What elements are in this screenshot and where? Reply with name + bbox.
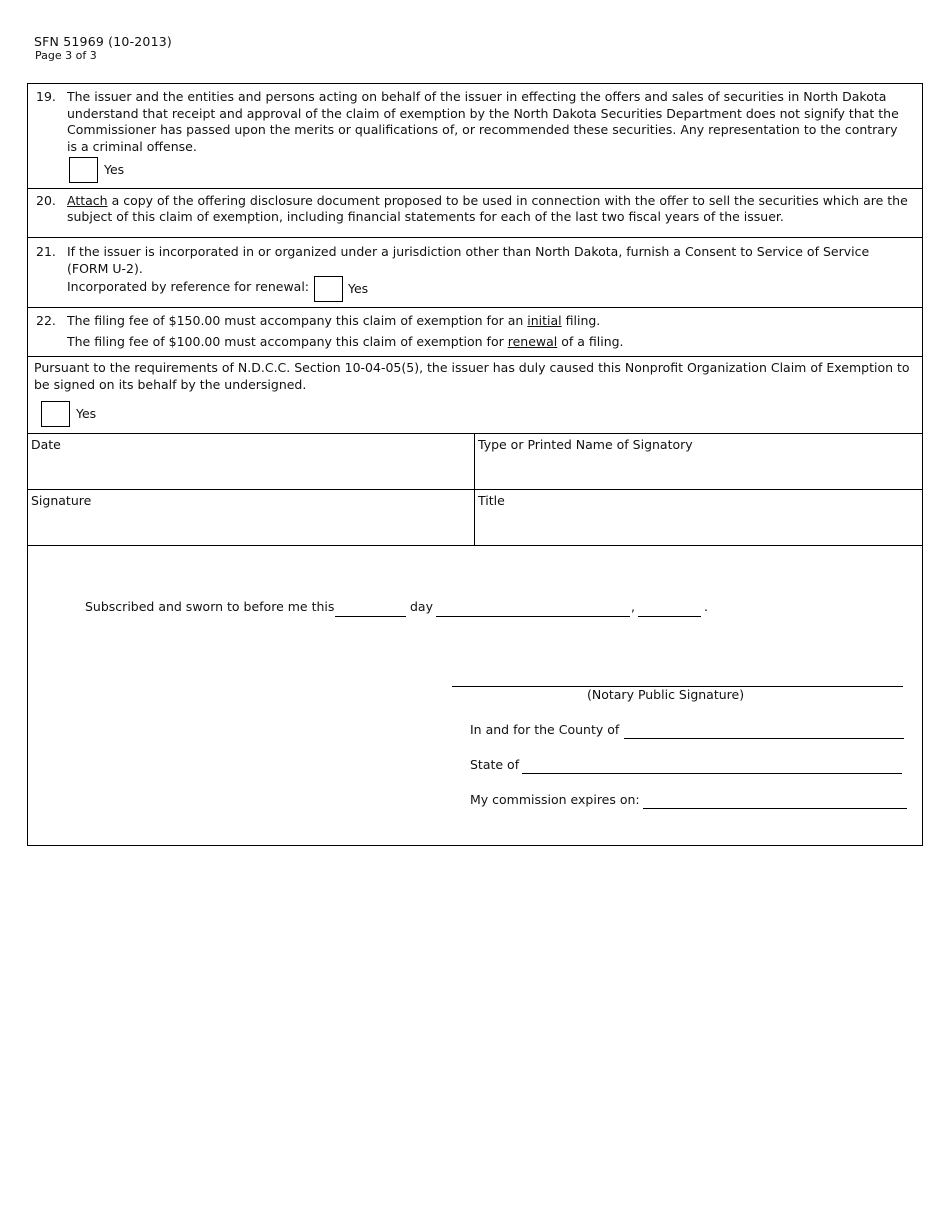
item-number: 21. — [36, 244, 56, 259]
date-input[interactable] — [28, 450, 474, 488]
form-frame — [27, 83, 923, 846]
item-20-line-1-rest: a copy of the offering disclosure document proposed to be used in connection with the offer to sell the securities which are the — [107, 193, 908, 208]
page-number: Page 3 of 3 — [35, 49, 97, 62]
initial-word: initial — [527, 313, 562, 328]
state-label: State of — [470, 757, 520, 772]
pursuant-line-2: be signed on its behalf by the undersigned. — [34, 377, 307, 392]
divider — [28, 545, 922, 546]
divider — [28, 433, 922, 434]
signatory-name-field-label: Type or Printed Name of Signatory — [478, 437, 693, 452]
item-19-line-3: Commissioner has passed upon the merits or qualifications of, or recommended these securities. Any representation to the contrary — [67, 122, 898, 137]
renewal-label: Incorporated by reference for renewal: — [67, 279, 310, 294]
item-19-line-4: is a criminal offense. — [67, 139, 197, 154]
pursuant-yes-checkbox[interactable] — [41, 401, 70, 427]
attach-word: Attach — [67, 193, 108, 208]
title-input[interactable] — [475, 506, 922, 544]
divider — [28, 237, 922, 238]
day-number-line[interactable] — [335, 616, 406, 617]
month-line[interactable] — [436, 616, 630, 617]
county-line[interactable] — [624, 738, 904, 739]
item-20-line-2: subject of this claim of exemption, including financial statements for each of the last two fiscal years of the issuer. — [67, 209, 784, 224]
item-19-line-1: The issuer and the entities and persons acting on behalf of the issuer in effecting the offers and sales of securities in North Dakota — [67, 89, 887, 104]
county-label: In and for the County of — [470, 722, 620, 737]
signatory-name-input[interactable] — [475, 450, 922, 488]
divider — [28, 188, 922, 189]
form-id: SFN 51969 (10-2013) — [34, 34, 172, 49]
divider — [28, 356, 922, 357]
item-number: 20. — [36, 193, 56, 208]
item-22-line-1 — [67, 313, 600, 330]
item-number: 19. — [36, 89, 56, 104]
checkbox-label: Yes — [76, 406, 97, 421]
pursuant-line-1: Pursuant to the requirements of N.D.C.C. Section 10-04-05(5), the issuer has duly caused this Nonprofit Organization Claim of Exemption to — [34, 360, 910, 375]
signature-field-label: Signature — [31, 493, 92, 508]
text: of a filing. — [557, 334, 624, 349]
item-22-line-2 — [67, 334, 624, 351]
commission-line[interactable] — [643, 808, 907, 809]
signature-input[interactable] — [28, 506, 474, 544]
year-line[interactable] — [638, 616, 701, 617]
date-field-label: Date — [31, 437, 61, 452]
item-20-line-1 — [67, 193, 908, 210]
title-field-label: Title — [478, 493, 505, 508]
checkbox-label: Yes — [104, 162, 125, 177]
text: filing. — [561, 313, 601, 328]
item-19-line-2: understand that receipt and approval of the claim of exemption by the North Dakota Securities Department does not signify that the — [67, 106, 899, 121]
item-21-line-2: (FORM U-2). — [67, 261, 143, 276]
text: The filing fee of $150.00 must accompany this claim of exemption for an — [67, 313, 528, 328]
item-number: 22. — [36, 313, 56, 328]
checkbox-label: Yes — [348, 281, 369, 296]
text: The filing fee of $100.00 must accompany this claim of exemption for — [67, 334, 508, 349]
item-21-yes-checkbox[interactable] — [314, 276, 343, 302]
divider — [28, 489, 922, 490]
period: . — [704, 599, 708, 614]
item-21-line-1: If the issuer is incorporated in or organized under a jurisdiction other than North Dakota, furnish a Consent to Service of Service — [67, 244, 870, 259]
day-label: day — [410, 599, 433, 614]
renewal-word: renewal — [507, 334, 558, 349]
item-19-yes-checkbox[interactable] — [69, 157, 98, 183]
commission-label: My commission expires on: — [470, 792, 640, 807]
divider — [28, 307, 922, 308]
notary-signature-caption: (Notary Public Signature) — [587, 687, 745, 702]
state-line[interactable] — [522, 773, 902, 774]
comma: , — [631, 599, 635, 614]
sworn-text: Subscribed and sworn to before me this — [85, 599, 335, 614]
